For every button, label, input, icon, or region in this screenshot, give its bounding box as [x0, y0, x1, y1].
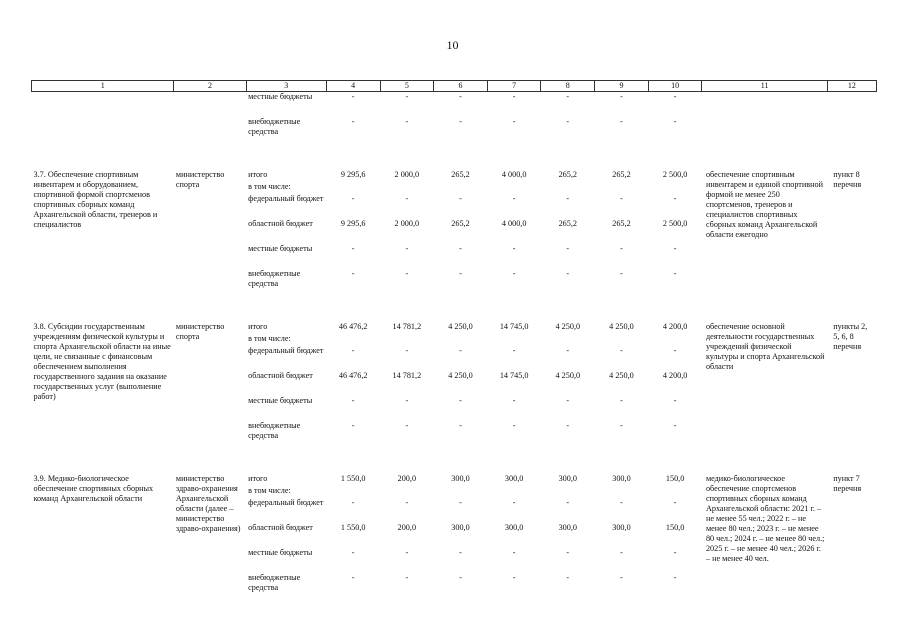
- value-cell: -: [673, 498, 677, 507]
- value-cell: -: [620, 421, 623, 430]
- value-cell: -: [620, 269, 623, 278]
- value-cell: -: [566, 573, 570, 582]
- value-cell: -: [512, 573, 516, 582]
- value-cell: -: [405, 396, 409, 405]
- value-cell: -: [673, 346, 677, 355]
- value-cell: [648, 182, 702, 194]
- source-label: местные бюджеты: [248, 244, 313, 253]
- value-cell: -: [405, 117, 409, 126]
- value-cell: 4 200,0: [662, 322, 688, 331]
- measure-description: 3.9. Медико-биологическое обеспечение спортивных сборных команд Архангельской области: [33, 474, 154, 503]
- value-cell: -: [405, 548, 409, 557]
- expected-result: обеспечение спортивным инвентарем и единой спортивной формой не менее 250 спортсменов, тренеров и специалистов спортивных сборных команд Архангельской области ежегодно: [705, 170, 823, 239]
- column-header: 8: [541, 81, 595, 92]
- value-cell: -: [673, 421, 677, 430]
- value-cell: 265,2: [612, 219, 631, 228]
- source-label: внебюджетные средства: [248, 573, 301, 592]
- source-label: местные бюджеты: [248, 548, 313, 557]
- value-cell: -: [673, 92, 677, 101]
- value-cell: 300,0: [612, 523, 631, 532]
- column-header: 7: [487, 81, 541, 92]
- header-row: [32, 81, 877, 92]
- value-cell: -: [620, 194, 623, 203]
- table-row: [32, 474, 877, 486]
- value-cell: [434, 486, 488, 498]
- value-cell: -: [459, 269, 462, 278]
- column-header: 11: [702, 81, 827, 92]
- value-cell: [487, 486, 541, 498]
- value-cell: 4 250,0: [555, 322, 581, 331]
- value-cell: -: [566, 117, 570, 126]
- reference: пункт 8 перечня: [833, 170, 862, 189]
- source-label: итого: [248, 322, 268, 331]
- value-cell: [326, 182, 380, 194]
- table-row: [32, 117, 877, 142]
- value-cell: -: [620, 244, 623, 253]
- empty-cell: [174, 92, 246, 118]
- value-cell: -: [673, 396, 677, 405]
- table-row: [32, 92, 877, 118]
- value-cell: 2 500,0: [662, 219, 688, 228]
- value-cell: -: [405, 269, 409, 278]
- value-cell: -: [512, 117, 516, 126]
- source-label: местные бюджеты: [248, 92, 313, 101]
- source-label: областной бюджет: [248, 523, 313, 532]
- value-cell: [595, 182, 649, 194]
- value-cell: [487, 334, 541, 346]
- source-label: в том числе:: [248, 334, 291, 343]
- source-label: федеральный бюджет: [248, 194, 324, 203]
- measure-description: 3.7. Обеспечение спортивным инвентарем и оборудованием, спортивной формой спортсменов спортивных сборных команд Архангельской области, тренеров и специалистов: [33, 170, 158, 229]
- value-cell: -: [512, 421, 516, 430]
- value-cell: 150,0: [665, 523, 685, 532]
- value-cell: 300,0: [504, 474, 524, 483]
- column-header: 1: [32, 81, 174, 92]
- value-cell: -: [405, 194, 409, 203]
- value-cell: -: [620, 396, 623, 405]
- value-cell: -: [566, 269, 570, 278]
- value-cell: [434, 182, 488, 194]
- value-cell: 4 000,0: [501, 219, 527, 228]
- value-cell: 4 250,0: [448, 371, 473, 380]
- value-cell: -: [459, 548, 462, 557]
- column-header: 6: [434, 81, 488, 92]
- value-cell: -: [673, 548, 677, 557]
- value-cell: -: [566, 346, 570, 355]
- source-label: областной бюджет: [248, 219, 313, 228]
- value-cell: -: [405, 498, 409, 507]
- value-cell: -: [351, 498, 355, 507]
- value-cell: -: [351, 194, 355, 203]
- value-cell: -: [512, 92, 516, 101]
- value-cell: -: [673, 269, 677, 278]
- value-cell: -: [459, 92, 462, 101]
- column-header: 12: [827, 81, 876, 92]
- value-cell: [434, 334, 488, 346]
- value-cell: 2 500,0: [662, 170, 688, 179]
- column-header: 9: [595, 81, 649, 92]
- value-cell: 14 745,0: [499, 371, 529, 380]
- value-cell: 265,2: [451, 219, 470, 228]
- value-cell: 300,0: [612, 474, 631, 483]
- expected-result: медико-биологическое обеспечение спортсменов спортивных сборных команд Архангельской области: 2021 г. – не менее 55 чел.; 2022 г. – не менее 80 чел.; 2023 г. – не менее 80 чел.; 2024 г. – не менее 80 чел.; 2025 г. – не менее 40 чел.; 2026 г. – не менее 40 чел.: [705, 474, 825, 563]
- value-cell: -: [620, 498, 623, 507]
- gap-cell: [32, 294, 877, 322]
- value-cell: -: [512, 498, 516, 507]
- value-cell: -: [512, 269, 516, 278]
- empty-cell: [32, 117, 174, 142]
- value-cell: 265,2: [612, 170, 631, 179]
- value-cell: [326, 486, 380, 498]
- source-label: федеральный бюджет: [248, 346, 324, 355]
- value-cell: -: [459, 117, 462, 126]
- value-cell: -: [459, 244, 462, 253]
- value-cell: 1 550,0: [340, 474, 366, 483]
- value-cell: 200,0: [397, 474, 417, 483]
- source-label: областной бюджет: [248, 371, 313, 380]
- value-cell: [380, 182, 434, 194]
- value-cell: [648, 486, 702, 498]
- value-cell: -: [673, 194, 677, 203]
- value-cell: -: [351, 346, 355, 355]
- column-header: 10: [648, 81, 702, 92]
- value-cell: 300,0: [504, 523, 524, 532]
- responsible-executor: министерство спорта: [175, 322, 225, 341]
- source-label: местные бюджеты: [248, 396, 313, 405]
- value-cell: 9 295,6: [340, 170, 366, 179]
- value-cell: -: [351, 269, 355, 278]
- value-cell: -: [512, 548, 516, 557]
- value-cell: -: [512, 346, 516, 355]
- value-cell: [380, 486, 434, 498]
- reference: пункт 7 перечня: [833, 474, 862, 493]
- value-cell: 14 745,0: [499, 322, 529, 331]
- value-cell: 9 295,6: [340, 219, 366, 228]
- empty-cell: [174, 117, 246, 142]
- value-cell: -: [566, 548, 570, 557]
- column-header: 3: [246, 81, 326, 92]
- value-cell: -: [459, 346, 462, 355]
- value-cell: -: [620, 92, 623, 101]
- source-label: итого: [248, 474, 268, 483]
- value-cell: -: [620, 346, 623, 355]
- value-cell: 46 476,2: [338, 371, 368, 380]
- program-table: [31, 80, 877, 598]
- value-cell: -: [566, 244, 570, 253]
- value-cell: -: [673, 573, 677, 582]
- value-cell: -: [351, 548, 355, 557]
- page-number: 10: [446, 38, 459, 52]
- source-label: внебюджетные средства: [248, 421, 301, 440]
- value-cell: 2 000,0: [394, 219, 420, 228]
- value-cell: 265,2: [558, 170, 577, 179]
- value-cell: -: [405, 573, 409, 582]
- value-cell: [326, 334, 380, 346]
- value-cell: [541, 334, 595, 346]
- value-cell: [380, 334, 434, 346]
- value-cell: -: [620, 117, 623, 126]
- value-cell: 200,0: [397, 523, 417, 532]
- value-cell: -: [351, 117, 355, 126]
- row-gap: [32, 142, 877, 170]
- empty-cell: [827, 117, 876, 142]
- value-cell: 4 250,0: [555, 371, 581, 380]
- column-header: 2: [174, 81, 246, 92]
- value-cell: -: [673, 117, 677, 126]
- value-cell: -: [566, 92, 570, 101]
- value-cell: -: [459, 498, 462, 507]
- value-cell: -: [512, 396, 516, 405]
- column-header: 5: [380, 81, 434, 92]
- responsible-executor: министерство здраво-охранения Архангельской области (далее – министерство здраво-охранения): [175, 474, 241, 533]
- value-cell: [541, 486, 595, 498]
- column-header: 4: [326, 81, 380, 92]
- source-label: итого: [248, 170, 268, 179]
- value-cell: 150,0: [665, 474, 685, 483]
- value-cell: 4 200,0: [662, 371, 688, 380]
- value-cell: -: [351, 421, 355, 430]
- value-cell: 300,0: [558, 474, 577, 483]
- value-cell: -: [405, 92, 409, 101]
- gap-cell: [32, 446, 877, 474]
- value-cell: [648, 334, 702, 346]
- value-cell: 300,0: [558, 523, 577, 532]
- value-cell: -: [459, 194, 462, 203]
- value-cell: -: [566, 396, 570, 405]
- empty-cell: [702, 92, 827, 118]
- value-cell: -: [405, 244, 409, 253]
- value-cell: 265,2: [558, 219, 577, 228]
- measure-description: 3.8. Субсидии государственным учреждениям физической культуры и спорта Архангельской области на иные цели, не связанные с финансовым обеспечением выполнения государственного задания на оказание государственных услуг (выполнение работ): [33, 322, 171, 401]
- value-cell: [487, 182, 541, 194]
- value-cell: -: [351, 396, 355, 405]
- value-cell: [595, 486, 649, 498]
- value-cell: -: [405, 346, 409, 355]
- gap-cell: [32, 142, 877, 170]
- source-label: в том числе:: [248, 182, 291, 191]
- value-cell: -: [673, 244, 677, 253]
- value-cell: -: [351, 573, 355, 582]
- value-cell: 4 000,0: [501, 170, 527, 179]
- empty-cell: [827, 92, 876, 118]
- value-cell: -: [459, 396, 462, 405]
- value-cell: -: [351, 92, 355, 101]
- value-cell: -: [566, 498, 570, 507]
- empty-cell: [32, 92, 174, 118]
- table-row: [32, 322, 877, 334]
- value-cell: 46 476,2: [338, 322, 368, 331]
- value-cell: -: [620, 548, 623, 557]
- value-cell: 300,0: [451, 523, 470, 532]
- value-cell: -: [351, 244, 355, 253]
- value-cell: 4 250,0: [448, 322, 473, 331]
- source-label: внебюджетные средства: [248, 269, 301, 288]
- table-row: [32, 170, 877, 182]
- value-cell: -: [512, 194, 516, 203]
- value-cell: -: [566, 194, 570, 203]
- responsible-executor: министерство спорта: [175, 170, 225, 189]
- value-cell: 300,0: [451, 474, 470, 483]
- value-cell: -: [459, 421, 462, 430]
- value-cell: -: [459, 573, 462, 582]
- row-gap: [32, 294, 877, 322]
- expected-result: обеспечение основной деятельности государственных учреждений физической культуры и спорта Архангельской области: [705, 322, 825, 371]
- value-cell: 4 250,0: [609, 371, 634, 380]
- value-cell: -: [512, 244, 516, 253]
- source-label: внебюджетные средства: [248, 117, 301, 136]
- value-cell: 14 781,2: [392, 322, 422, 331]
- source-label: федеральный бюджет: [248, 498, 324, 507]
- value-cell: 4 250,0: [609, 322, 634, 331]
- empty-cell: [702, 117, 827, 142]
- value-cell: [541, 182, 595, 194]
- value-cell: -: [405, 421, 409, 430]
- value-cell: 2 000,0: [394, 170, 420, 179]
- reference: пункты 2, 5, 6, 8 перечня: [833, 322, 868, 351]
- source-label: в том числе:: [248, 486, 291, 495]
- value-cell: 265,2: [451, 170, 470, 179]
- value-cell: -: [620, 573, 623, 582]
- value-cell: 1 550,0: [340, 523, 366, 532]
- value-cell: [595, 334, 649, 346]
- value-cell: 14 781,2: [392, 371, 422, 380]
- row-gap: [32, 446, 877, 474]
- value-cell: -: [566, 421, 570, 430]
